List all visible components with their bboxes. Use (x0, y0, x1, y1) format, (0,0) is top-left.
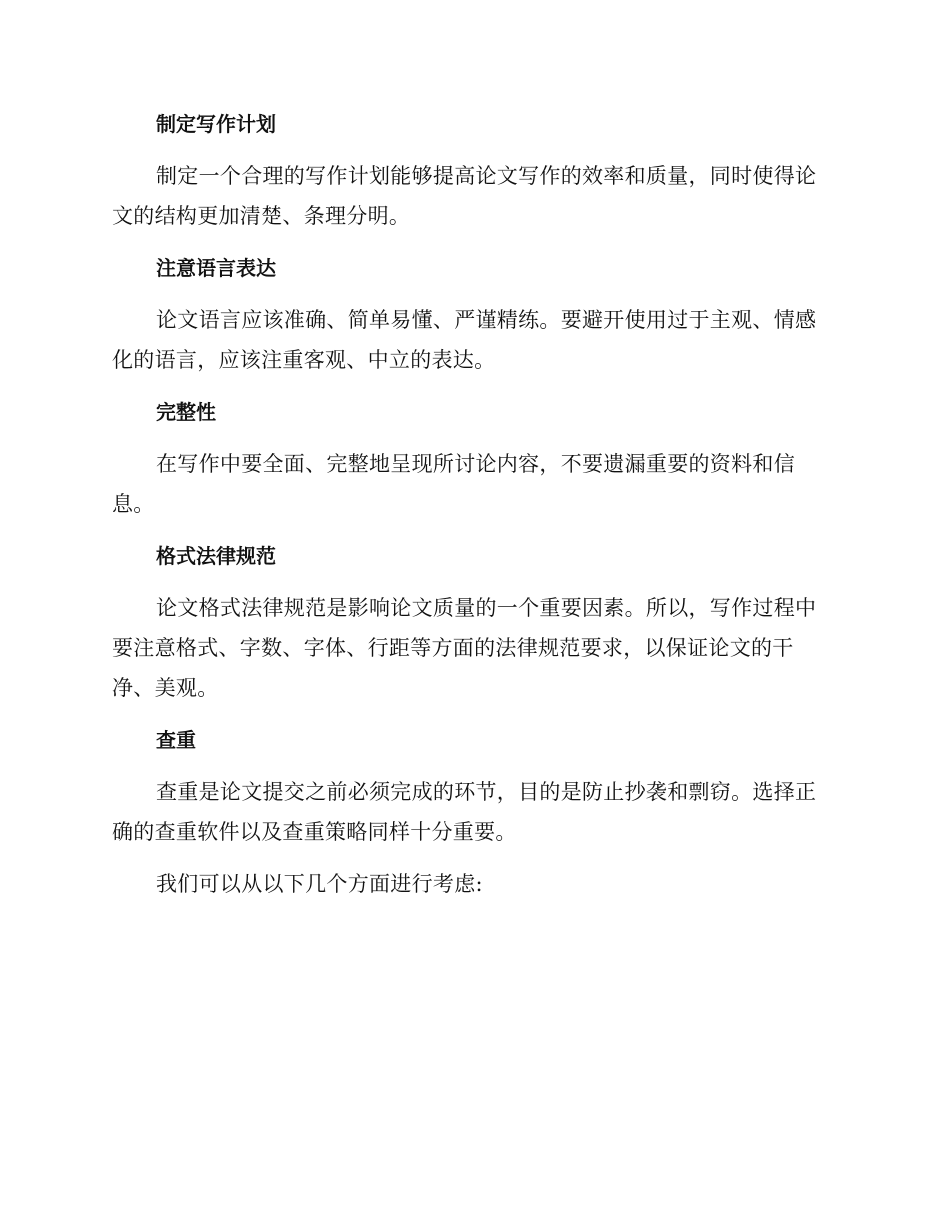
document-body (112, 104, 832, 904)
section-paragraph-writing-plan: 制定一个合理的写作计划能够提高论文写作的效率和质量，同时使得论文的结构更加清楚、条理分明。 (112, 164, 817, 228)
section-paragraph-plagiarism-check: 查重是论文提交之前必须完成的环节，目的是防止抄袭和剽窃。选择正确的查重软件以及查重策略同样十分重要。 (112, 780, 817, 844)
section-heading-completeness: 完整性 (156, 400, 216, 424)
section-paragraph-format-standards: 论文格式法律规范是影响论文质量的一个重要因素。所以，写作过程中要注意格式、字数、字体、行距等方面的法律规范要求，以保证论文的干净、美观。 (112, 596, 817, 700)
section-paragraph-language-expression: 论文语言应该准确、简单易懂、严谨精练。要避开使用过于主观、情感化的语言，应该注重客观、中立的表达。 (112, 308, 817, 372)
section-heading-plagiarism-check: 查重 (156, 728, 196, 752)
closing-paragraph: 我们可以从以下几个方面进行考虑: (156, 872, 483, 896)
section-heading-format-standards: 格式法律规范 (156, 544, 276, 568)
section-heading-writing-plan: 制定写作计划 (156, 112, 276, 136)
section-heading-language-expression: 注意语言表达 (156, 256, 276, 280)
section-paragraph-completeness: 在写作中要全面、完整地呈现所讨论内容，不要遗漏重要的资料和信息。 (112, 452, 795, 516)
